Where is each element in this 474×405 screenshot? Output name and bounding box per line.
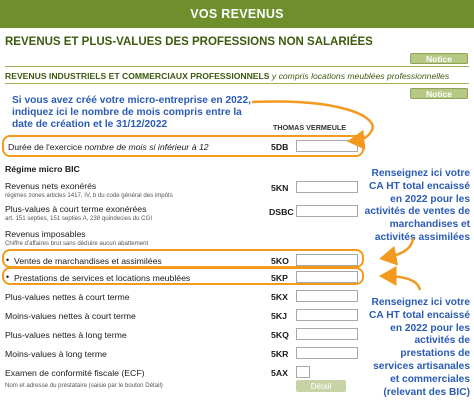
code-5db: 5DB: [271, 142, 289, 152]
column-header: THOMAS VERMEULE: [273, 123, 347, 132]
code-5kr: 5KR: [271, 349, 289, 359]
input-dsbc[interactable]: [296, 205, 358, 217]
divider: [5, 66, 469, 67]
input-5kq[interactable]: [296, 328, 358, 340]
checkbox-5ax[interactable]: [296, 366, 310, 378]
code-dsbc: DSBC: [269, 207, 294, 217]
bullet: •: [6, 272, 10, 282]
header-bar: [0, 0, 474, 28]
subsection-title: [5, 71, 469, 83]
section-title: REVENUS ET PLUS-VALUES DES PROFESSIONS NON SALARIÉES: [5, 36, 373, 48]
row-pv-exonerees-label: Plus-values à court terme exonérées: [5, 204, 147, 214]
notice-button-2[interactable]: Notice: [410, 88, 468, 99]
row-ecf-label: Examen de conformité fiscale (ECF): [5, 368, 145, 378]
row-mv-lt-label: Moins-values à long terme: [5, 349, 107, 359]
divider: [5, 83, 469, 84]
subsection-title-bold: REVENUS INDUSTRIELS ET COMMERCIAUX PROFESSIONNELS: [5, 71, 270, 81]
input-5kj[interactable]: [296, 309, 358, 321]
callout-duree: Si vous avez créé votre micro-entreprise en 2022, indiquez ici le nombre de mois compris entre la date de création et le 31/12/2022: [12, 95, 251, 130]
row-exoneres-label: Revenus nets exonérés: [5, 181, 97, 191]
arrow-to-5kp: [384, 276, 420, 290]
regime-title: Régime micro BIC: [5, 164, 80, 174]
code-5kp: 5KP: [271, 273, 288, 283]
code-5ax: 5AX: [271, 368, 288, 378]
row-duree-label-italic: nombre de mois si inférieur à 12: [84, 142, 209, 152]
input-5kr[interactable]: [296, 347, 358, 359]
subsection-title-italic: y compris locations meublées professionnelles: [271, 71, 450, 81]
row-prestataire-label: Nom et adresse du prestataire (saisie par le bouton Détail): [5, 382, 163, 389]
row-mv-nettes-ct-label: Moins-values nettes à court terme: [5, 311, 136, 321]
row-exoneres-sub: régimes zones articles 1417, IV, b du code général des impôts: [5, 192, 173, 199]
code-5kq: 5KQ: [271, 330, 289, 340]
row-duree-label-main: Durée de l'exercice: [8, 142, 85, 152]
row-imposables-label: Revenus imposables: [5, 229, 86, 239]
input-5kx[interactable]: [296, 290, 358, 302]
row-imposables-sub: Chiffre d'affaires brut sans déduire aucun abattement: [5, 240, 149, 247]
code-5kx: 5KX: [271, 292, 288, 302]
highlight-5db: [2, 135, 364, 157]
callout-prestations: Renseignez ici votre CA HT total encaissé en 2022 pour les activités de prestations de services artisanales et commerciales (relevant des BIC): [369, 297, 470, 398]
bullet: •: [6, 255, 10, 265]
highlight-5ko: [2, 249, 364, 268]
row-pv-exonerees-sub: art. 151 septies, 151 septies A, 238 quindecies du CGI: [5, 215, 153, 222]
code-5kj: 5KJ: [271, 311, 287, 321]
code-5kn: 5KN: [271, 183, 289, 193]
row-prestations-label: Prestations de services et locations meublées: [14, 273, 191, 283]
input-5kn[interactable]: [296, 181, 358, 193]
code-5ko: 5KO: [271, 256, 289, 266]
notice-button[interactable]: Notice: [410, 53, 468, 64]
page-title: VOS REVENUS: [190, 7, 284, 21]
row-pv-nettes-lt-label: Plus-values nettes à long terme: [5, 330, 127, 340]
detail-button[interactable]: Détail: [296, 380, 346, 392]
row-pv-nettes-ct-label: Plus-values nettes à court terme: [5, 292, 130, 302]
highlight-5kp: [2, 267, 364, 285]
callout-ventes: Renseignez ici votre CA HT total encaissé en 2022 pour les activités de ventes de marchandises et activités assimilées: [364, 168, 470, 243]
row-ventes-label: Ventes de marchandises et assimilées: [14, 256, 162, 266]
